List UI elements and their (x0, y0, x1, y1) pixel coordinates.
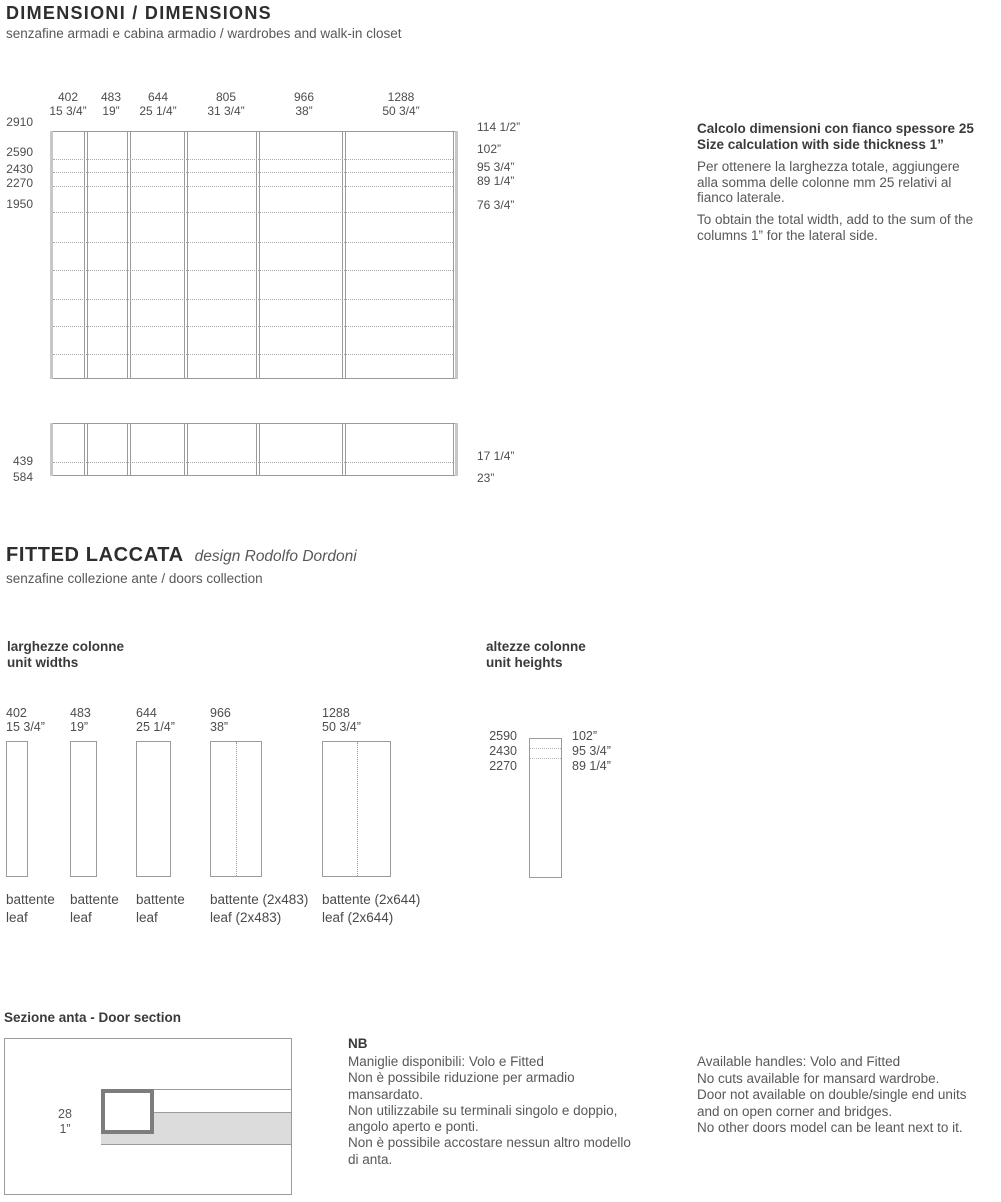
note-line: fianco laterale. (697, 190, 785, 206)
depth-label-mm: 439 (12, 454, 33, 468)
uh-mm: 2270 (489, 759, 517, 773)
note-line: To obtain the total width, add to the sum of the (697, 212, 974, 227)
door-diagram-1288 (322, 741, 391, 877)
fitted-subtitle: senzafine collezione ante / doors collection (6, 571, 263, 586)
door-profile-square (101, 1089, 154, 1134)
door-thickness-inch: 1” (59, 1122, 71, 1136)
nb-title: NB (348, 1036, 368, 1051)
depth-label-inch: 17 1/4” (477, 449, 515, 463)
door-width-label (136, 707, 175, 734)
door-inch: 25 1/4” (136, 719, 175, 734)
depth-label-inch: 23” (477, 471, 495, 485)
note-line: Non è possibile riduzione per armadio (348, 1070, 575, 1086)
note-line: No cuts available for mansard wardrobe. (697, 1070, 940, 1086)
grid-line (342, 423, 343, 476)
calc-note-body-en (697, 212, 973, 243)
grid-line (50, 475, 458, 476)
grid-side-panel (455, 423, 458, 476)
height-label-inch: 89 1/4” (477, 174, 515, 188)
heading-it: larghezze colonne (7, 639, 125, 654)
nb-notes-it (348, 1054, 631, 1168)
width-mm: 966 (293, 90, 315, 104)
door-inch: 50 3/4” (322, 719, 361, 734)
grid-line (50, 423, 458, 424)
note-line: No other doors model can be leant next to it. (697, 1120, 963, 1136)
shelf-line (53, 270, 453, 271)
door-type-it: battente (6, 892, 55, 907)
width-inch: 31 3/4” (207, 104, 245, 118)
door-mm: 644 (136, 706, 157, 720)
height-label-mm: 2270 (6, 176, 33, 190)
column-width-label (196, 90, 256, 118)
page-title: DIMENSIONI / DIMENSIONS (6, 3, 272, 23)
grid-line (342, 131, 343, 379)
height-label-inch: 95 3/4” (477, 160, 515, 174)
grid-line (187, 423, 188, 476)
door-inch: 38” (210, 719, 229, 734)
grid-side-panel (50, 131, 53, 379)
shelf-line (53, 186, 453, 187)
unit-widths-heading (7, 639, 124, 671)
door-inch: 15 3/4” (6, 719, 45, 734)
door-type-it: battente (136, 892, 185, 907)
section-line (154, 1089, 291, 1090)
grid-line (259, 423, 260, 476)
door-width-label (322, 707, 361, 734)
shelf-line (53, 212, 453, 213)
unit-height-column-diagram (529, 738, 562, 878)
grid-line (187, 131, 188, 379)
door-type-en: leaf (136, 910, 158, 925)
section-line (154, 1112, 291, 1113)
grid-line (50, 131, 458, 132)
height-label-inch: 76 3/4” (477, 198, 515, 212)
grid-line (184, 423, 185, 476)
unit-height-labels-mm (484, 729, 517, 774)
width-inch: 15 3/4” (49, 104, 87, 118)
grid-line (259, 131, 260, 379)
calc-note-heading-it: Calcolo dimensioni con fianco spessore 25 (697, 121, 974, 136)
shelf-line (53, 299, 453, 300)
door-type-it: battente (2x483) (210, 892, 309, 907)
note-line: Non utilizzabile su terminali singolo e doppio, (348, 1102, 618, 1118)
shelf-line (53, 159, 453, 160)
grid-side-panel (455, 131, 458, 379)
grid-side-panel (50, 423, 53, 476)
width-inch: 25 1/4” (139, 104, 177, 118)
grid-line (453, 423, 454, 476)
uh-mm: 2590 (489, 729, 517, 743)
note-line: Non è possibile accostare nessun altro modello (348, 1135, 631, 1151)
height-label-mm: 1950 (6, 197, 33, 211)
grid-line (87, 131, 88, 379)
door-mm: 402 (6, 706, 27, 720)
note-line: Door not available on double/single end units (697, 1087, 967, 1103)
height-label-inch: 114 1/2” (477, 120, 521, 134)
door-thickness-mm: 28 (58, 1107, 72, 1121)
note-line: mansardato. (348, 1086, 424, 1102)
width-inch: 19” (102, 104, 120, 118)
width-inch: 50 3/4” (382, 104, 420, 118)
door-inch: 19” (70, 719, 89, 734)
door-mm: 966 (210, 706, 231, 720)
height-label-mm: 2590 (6, 145, 33, 159)
width-mm: 1288 (387, 90, 415, 104)
door-diagram-483 (70, 741, 97, 877)
door-type-en: leaf (2x644) (322, 910, 394, 925)
note-line: Maniglie disponibili: Volo e Fitted (348, 1054, 544, 1069)
grid-line (130, 131, 131, 379)
door-type-it: battente (2x644) (322, 892, 421, 907)
height-cut-line (530, 758, 561, 759)
grid-line (345, 131, 346, 379)
door-mm: 483 (70, 706, 91, 720)
heading-en: unit widths (7, 655, 79, 670)
grid-line (184, 131, 185, 379)
notes-en (697, 1054, 966, 1137)
height-label-inch: 102” (477, 142, 502, 156)
uh-inch: 89 1/4” (572, 759, 611, 773)
heading-en: unit heights (486, 655, 563, 670)
width-mm: 483 (100, 90, 122, 104)
fitted-designer: design Rodolfo Dordoni (194, 548, 357, 565)
grid-line (127, 423, 128, 476)
grid-line (256, 131, 257, 379)
door-diagram-966 (210, 741, 262, 877)
grid-line (130, 423, 131, 476)
section-line (101, 1144, 291, 1145)
fitted-header (6, 544, 357, 567)
door-split-line (236, 742, 237, 876)
shelf-line (53, 326, 453, 327)
grid-line (84, 131, 85, 379)
door-split-line (357, 742, 358, 876)
grid-line (84, 423, 85, 476)
note-line: di anta. (348, 1151, 393, 1167)
shelf-line (53, 242, 453, 243)
note-line: alla somma delle colonne mm 25 relativi al (697, 174, 952, 190)
door-type-en: leaf (70, 910, 92, 925)
width-mm: 402 (57, 90, 79, 104)
note-line: and on open corner and bridges. (697, 1103, 893, 1119)
wardrobe-depth-diagram (50, 423, 458, 476)
door-diagram-644 (136, 741, 171, 877)
width-inch: 38” (295, 104, 313, 118)
column-width-label (371, 90, 431, 118)
column-width-label (128, 90, 188, 118)
grid-line (50, 378, 458, 379)
uh-inch: 95 3/4” (572, 744, 611, 758)
unit-heights-heading (486, 639, 586, 671)
wardrobe-grid-diagram (50, 131, 458, 379)
note-line: Per ottenere la larghezza totale, aggiungere (697, 159, 960, 174)
height-label-mm: 2430 (6, 162, 33, 176)
note-line: angolo aperto e ponti. (348, 1119, 479, 1135)
door-type-en: leaf (2x483) (210, 910, 282, 925)
unit-height-labels-inch (572, 729, 611, 774)
shelf-line (53, 354, 453, 355)
door-section-heading: Sezione anta - Door section (4, 1010, 182, 1025)
door-type-en: leaf (6, 910, 28, 925)
door-section-diagram (4, 1038, 292, 1195)
uh-inch: 102” (572, 729, 598, 743)
note-line: columns 1” for the lateral side. (697, 227, 878, 243)
heading-it: altezze colonne (486, 639, 586, 654)
width-mm: 805 (215, 90, 237, 104)
door-diagram-402 (6, 741, 28, 877)
height-label-mm: 2910 (6, 115, 33, 129)
note-line: Available handles: Volo and Fitted (697, 1054, 901, 1069)
door-width-label (210, 707, 231, 734)
grid-line (256, 423, 257, 476)
fitted-title: FITTED LACCATA (6, 544, 184, 566)
door-width-label (70, 707, 91, 734)
door-mm: 1288 (322, 706, 350, 720)
depth-label-mm: 584 (12, 470, 33, 484)
door-width-label (6, 707, 45, 734)
grid-line (453, 131, 454, 379)
width-mm: 644 (147, 90, 169, 104)
height-cut-line (530, 748, 561, 749)
grid-line (87, 423, 88, 476)
grid-line (345, 423, 346, 476)
calc-note-heading (697, 121, 974, 152)
shelf-line (53, 172, 453, 173)
calc-note-heading-en: Size calculation with side thickness 1” (697, 136, 944, 152)
page-subtitle: senzafine armadi e cabina armadio / wardrobes and walk-in closet (6, 26, 402, 41)
column-width-label (274, 90, 334, 118)
calc-note-body-it (697, 159, 960, 206)
door-type-it: battente (70, 892, 119, 907)
grid-line (127, 131, 128, 379)
shelf-line (53, 462, 453, 463)
uh-mm: 2430 (489, 744, 517, 758)
